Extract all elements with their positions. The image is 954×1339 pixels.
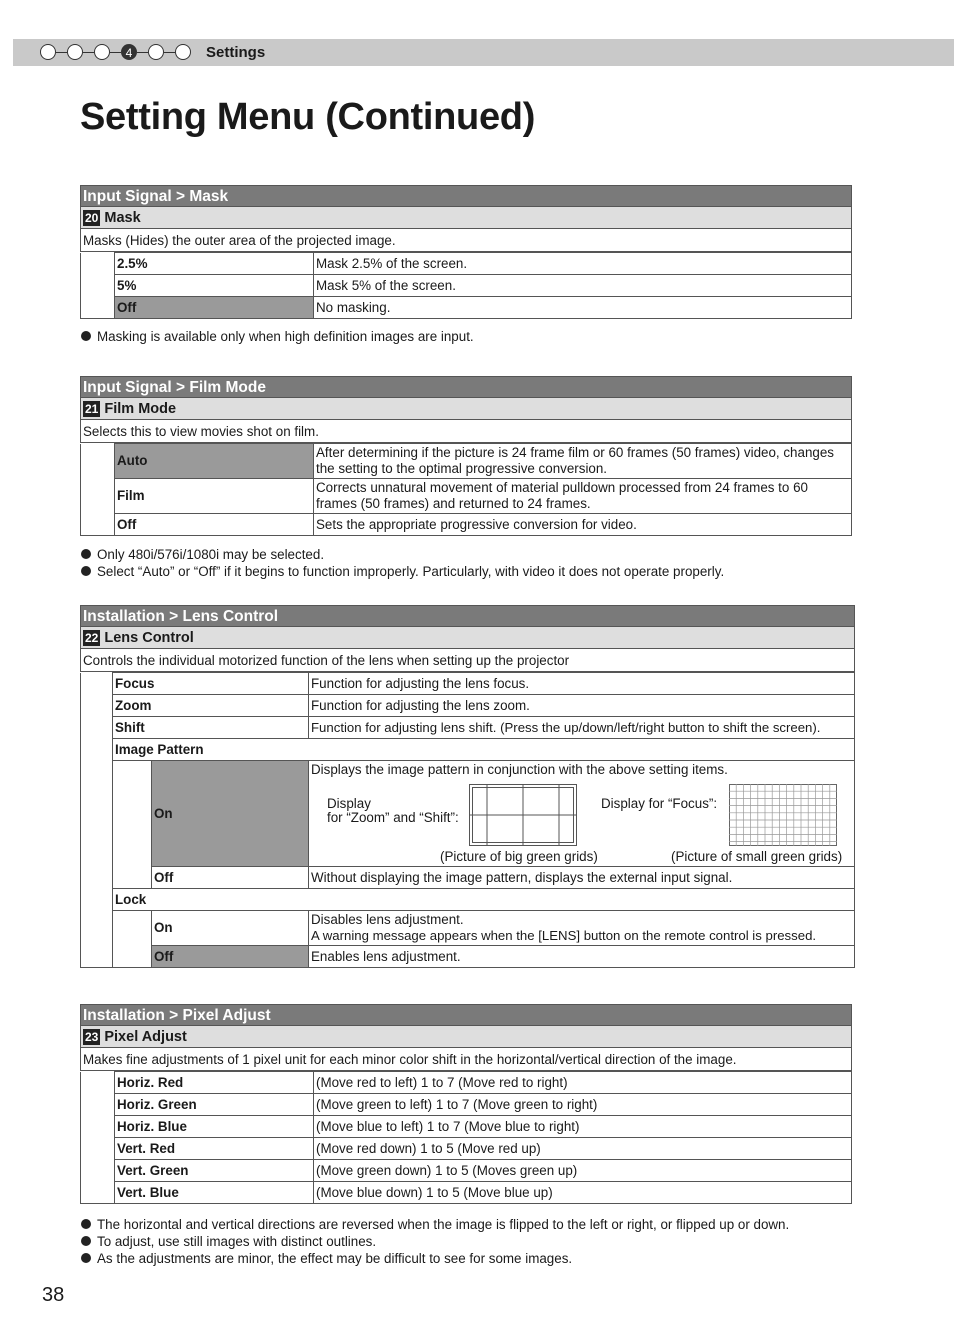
option-label: On <box>152 911 309 946</box>
film-options-table <box>80 443 852 536</box>
option-label: Vert. Blue <box>115 1182 314 1204</box>
option-label: Vert. Green <box>115 1160 314 1182</box>
lens-description: Controls the individual motorized function of the lens when setting up the projector <box>80 649 855 672</box>
option-text: After determining if the picture is 24 frame film or 60 frames (50 frames) video, changes the setting to the optimal progressive conversion. <box>314 444 852 479</box>
chapter-circle <box>175 44 191 60</box>
note-item: Only 480i/576i/1080i may be selected. <box>80 546 900 563</box>
mask-description: Masks (Hides) the outer area of the projected image. <box>80 229 852 252</box>
lens-subheader <box>80 627 855 649</box>
option-text: No masking. <box>314 297 852 319</box>
table-row <box>81 867 855 889</box>
table-row <box>81 673 855 695</box>
table-row <box>81 479 852 514</box>
chapter-circle <box>94 44 110 60</box>
item-number: 21 <box>85 401 99 416</box>
chapter-circle <box>67 44 83 60</box>
option-label-default: Auto <box>115 444 314 479</box>
table-row <box>81 1182 852 1204</box>
option-label-default: On <box>152 761 309 867</box>
option-text: Enables lens adjustment. <box>309 946 855 968</box>
table-row <box>81 1160 852 1182</box>
option-label: Horiz. Blue <box>115 1116 314 1138</box>
big-grid-pattern-icon <box>469 784 577 846</box>
film-block <box>80 376 852 536</box>
pixel-notes <box>80 1216 900 1267</box>
option-text: Mask 2.5% of the screen. <box>314 253 852 275</box>
pixel-block <box>80 1004 852 1204</box>
table-row <box>81 1072 852 1094</box>
option-text: (Move green to left) 1 to 7 (Move green to right) <box>314 1094 852 1116</box>
option-text: (Move green down) 1 to 5 (Moves green up) <box>314 1160 852 1182</box>
chapter-circle <box>148 44 164 60</box>
chapter-indicator <box>40 44 191 60</box>
pixel-options-table <box>80 1071 852 1204</box>
option-text: Mask 5% of the screen. <box>314 275 852 297</box>
option-text: Without displaying the image pattern, displays the external input signal. <box>309 867 855 889</box>
note-item: As the adjustments are minor, the effect may be difficult to see for some images. <box>80 1250 900 1267</box>
table-row <box>81 946 855 968</box>
option-text: (Move blue to left) 1 to 7 (Move blue to right) <box>314 1116 852 1138</box>
table-row <box>81 739 855 761</box>
table-row <box>81 761 855 867</box>
lock-label: Lock <box>113 889 855 911</box>
lens-block <box>80 605 855 968</box>
page-number: 38 <box>42 1284 65 1306</box>
note-item: The horizontal and vertical directions are reversed when the image is flipped to the left or right, or flipped up or down. <box>80 1216 900 1233</box>
table-row <box>81 1094 852 1116</box>
table-row <box>81 514 852 536</box>
bullet-icon <box>81 1236 91 1246</box>
option-text: (Move blue down) 1 to 5 (Move blue up) <box>314 1182 852 1204</box>
chapter-circle-active: 4 <box>121 44 137 60</box>
table-row <box>81 253 852 275</box>
option-label: Vert. Red <box>115 1138 314 1160</box>
item-name: Lens Control <box>104 629 194 646</box>
mask-subheader <box>80 207 852 229</box>
option-label: Film <box>115 479 314 514</box>
option-label: Horiz. Red <box>115 1072 314 1094</box>
page-title: Setting Menu (Continued) <box>80 96 536 138</box>
option-label-default: Off <box>152 946 309 968</box>
mask-block <box>80 185 852 319</box>
option-label: Zoom <box>113 695 309 717</box>
bullet-icon <box>81 566 91 576</box>
table-row <box>81 695 855 717</box>
small-grid-pattern-icon <box>729 784 837 846</box>
option-text: Disables lens adjustment. A warning message appears when the [LENS] button on the remote control is pressed. <box>309 911 855 946</box>
table-row <box>81 717 855 739</box>
pixel-description: Makes fine adjustments of 1 pixel unit for each minor color shift in the horizontal/vertical direction of the image. <box>80 1048 852 1071</box>
film-header: Input Signal > Film Mode <box>80 376 852 398</box>
film-notes <box>80 546 900 580</box>
item-name: Mask <box>104 209 141 226</box>
pixel-header: Installation > Pixel Adjust <box>80 1004 852 1026</box>
bullet-icon <box>81 1219 91 1229</box>
option-label: Off <box>115 514 314 536</box>
option-text: Function for adjusting lens shift. (Press the up/down/left/right button to shift the screen). <box>309 717 855 739</box>
chapter-circle <box>40 44 56 60</box>
film-subheader <box>80 398 852 420</box>
item-name: Film Mode <box>104 400 177 417</box>
option-label-default: Off <box>115 297 314 319</box>
option-label: Horiz. Green <box>115 1094 314 1116</box>
option-label: Off <box>152 867 309 889</box>
option-label: Focus <box>113 673 309 695</box>
option-label: Shift <box>113 717 309 739</box>
image-pattern-label: Image Pattern <box>113 739 855 761</box>
bullet-icon <box>81 331 91 341</box>
item-number: 20 <box>85 210 99 225</box>
option-text: (Move red down) 1 to 5 (Move red up) <box>314 1138 852 1160</box>
lens-header: Installation > Lens Control <box>80 605 855 627</box>
lens-options-table <box>80 672 855 968</box>
image-pattern-on-cell: Displays the image pattern in conjunction with the above setting items. Display for “Zoom” and “Shift”: Display for “Focus”: (Picture of big green grids) (Picture of small green grids) <box>309 761 855 867</box>
table-row <box>81 911 855 946</box>
section-label: Settings <box>206 44 266 61</box>
film-description: Selects this to view movies shot on film. <box>80 420 852 443</box>
note-item: To adjust, use still images with distinct outlines. <box>80 1233 900 1250</box>
mask-options-table <box>80 252 852 319</box>
mask-header: Input Signal > Mask <box>80 185 852 207</box>
pixel-subheader <box>80 1026 852 1048</box>
table-row <box>81 444 852 479</box>
item-name: Pixel Adjust <box>104 1028 187 1045</box>
table-row <box>81 1138 852 1160</box>
item-number: 22 <box>85 630 99 645</box>
option-text: Function for adjusting the lens focus. <box>309 673 855 695</box>
note-item: Masking is available only when high definition images are input. <box>80 328 880 345</box>
table-row <box>81 889 855 911</box>
table-row <box>81 297 852 319</box>
option-text: Sets the appropriate progressive conversion for video. <box>314 514 852 536</box>
bullet-icon <box>81 1253 91 1263</box>
option-text: Function for adjusting the lens zoom. <box>309 695 855 717</box>
bullet-icon <box>81 549 91 559</box>
table-row <box>81 1116 852 1138</box>
option-label: 2.5% <box>115 253 314 275</box>
item-number: 23 <box>85 1029 99 1044</box>
mask-notes <box>80 328 880 345</box>
note-item: Select “Auto” or “Off” if it begins to function improperly. Particularly, with video it does not operate properly. <box>80 563 900 580</box>
option-label: 5% <box>115 275 314 297</box>
table-row <box>81 275 852 297</box>
option-text: (Move red to left) 1 to 7 (Move red to right) <box>314 1072 852 1094</box>
option-text: Corrects unnatural movement of material pulldown processed from 24 frames to 60 frames (50 frames) and returned to 24 frames. <box>314 479 852 514</box>
